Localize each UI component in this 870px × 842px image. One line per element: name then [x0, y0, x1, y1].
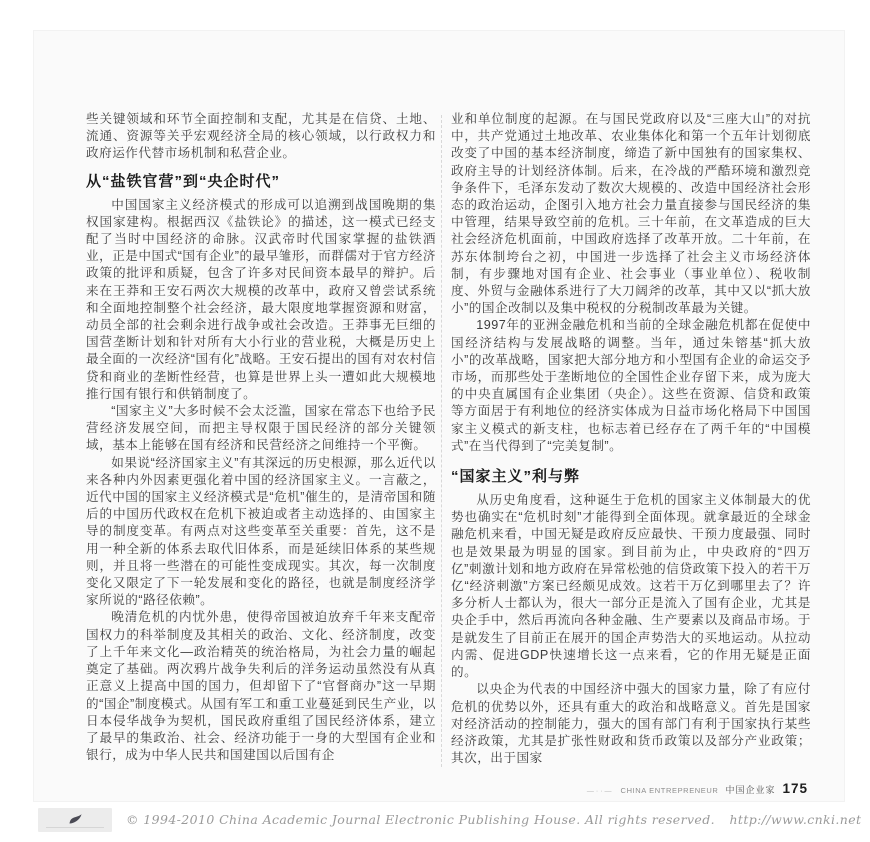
copyright-footer — [38, 808, 861, 832]
left-column — [86, 111, 436, 764]
paragraph: 中国国家主义经济模式的形成可以追溯到战国晚期的集权国家建构。根据西汉《盐铁论》的描述，这一模式已经支配了当时中国经济的命脉。汉武帝时代国家掌握的盐铁酒业，正是中国式“国有企业”的最早雏形，而群儒对于官方经济政策的批评和质疑，包含了许多对民间资本最早的辩护。后来在王莽和王安石两次大规模的改革中，政府又曾尝试系统和全面地控制整个社会经济，最大限度地掌握资源和财富，动员全部的社会剩余进行战争或社会改造。王莽事无巨细的国营垄断计划和针对所有大小行业的营业税，大概是历史上最全面的一次经济“国有化”战略。王安石提出的国有对农村信贷和商业的垄断性经营，也算是世界上头一遭如此大规模地推行国有银行和供销制度了。 — [86, 197, 436, 401]
column-divider — [441, 115, 442, 767]
paragraph: “国家主义”大多时候不会太泛滥，国家在常态下也给予民营经济发展空间，而把主导权限于国民经济的部分关键领域，基本上能够在国有经济和民营经济之间维持一个平衡。 — [86, 404, 436, 453]
paragraph-continued: 些关键领域和环节全面控制和支配，尤其是在信贷、土地、流通、资源等关乎宏观经济全局的核心领域，以行政权力和政府运作代替市场机制和私营企业。 — [86, 112, 436, 161]
copyright-notice: © 1994-2010 China Academic Journal Electronic Publishing House. All rights reserved. — [126, 812, 716, 827]
cnki-logo — [38, 808, 112, 832]
page-number: 175 — [782, 781, 808, 796]
cnki-url: http://www.cnki.net — [729, 812, 862, 827]
footer-marks: —··— — [586, 788, 614, 795]
section-heading-yantie: 从“盐铁官营”到“央企时代” — [86, 172, 281, 190]
journal-footer — [587, 781, 808, 796]
cnki-logo-underline — [46, 827, 104, 828]
paragraph-continued: 业和单位制度的起源。在与国民党政府以及“三座大山”的对抗中，共产党通过土地改革、农业集体化和第一个五年计划彻底改变了中国的基本经济制度，缔造了新中国独有的国家集权、政府主导的计划经济体制。后来，在冷战的严酷环境和激烈竞争条件下，毛泽东发动了数次大规模的、改造中国经济社会形态的政治运动，企图引入地方社会力量直接参与国民经济的集中管理，结果导致空前的危机。三十年前，在文革造成的巨大社会经济危机面前，中国政府选择了改革开放。二十年前，在苏东体制垮台之初，中国进一步选择了社会主义市场经济体制，有步骤地对国有企业、社会事业（事业单位）、税收制度、外贸与金融体系进行了大刀阔斧的改革，其中又以“抓大放小”的国企改制以及集中税权的分税制改革最为关键。 — [451, 112, 811, 316]
journal-name-en: CHINA ENTREPRENEUR — [620, 786, 719, 795]
paragraph: 晚清危机的内忧外患，使得帝国被迫放弃千年来支配帝国权力的科举制度及其相关的政治、文化、经济制度，改变了上千年来文化—政治精英的统治格局，为社会力量的崛起奠定了基础。两次鸦片战争失利后的洋务运动虽然没有从真正意义上提高中国的国力，但却留下了“官督商办”这一早期的“国企”制度模式。从国有军工和重工业蔓延到民生产业，以日本侵华战争为契机，国民政府重组了国民经济体系，建立了最早的集政治、社会、经济功能于一身的大型国有企业和银行，成为中华人民共和国建国以后国有企 — [86, 610, 436, 763]
paragraph: 从历史角度看，这种诞生于危机的国家主义体制最大的优势也确实在“危机时刻”才能得到全面体现。就拿最近的全球金融危机来看，中国无疑是政府反应最快、干预力度最强、同时也是效果最为明显的国家。到目前为止，中央政府的“四万亿”刺激计划和地方政府在异常松弛的信贷政策下投入的若干万亿“经济刺激”方案已经颇见成效。这若干万亿到哪里去了？许多分析人士都认为，很大一部分正是流入了国有企业，尤其是央企手中，然后再流向各种金融、生产要素以及商品市场。于是就发生了目前正在展开的国企声势浩大的买地运动。从拉动内需、促进GDP快速增长这一点来看，它的作用无疑是正面的。 — [451, 493, 811, 680]
paragraph: 如果说“经济国家主义”有其深远的历史根源，那么近代以来各种内外因素更强化着中国的经济国家主义。一言蔽之，近代中国的国家主义经济模式是“危机”催生的，是清帝国和随后的中国历代政权在危机下被迫或者主动选择的、由国家主导的制度变革。有两点对这些变革至关重要：首先，这不是用一种全新的体系去取代旧体系，而是延续旧体系的某些规则，并且将一些潜在的可能性变成现实。其次，每一次制度变化又限定了下一轮发展和变化的路径，也就是制度经济学家所说的“路径依赖”。 — [86, 455, 436, 608]
right-column — [451, 111, 811, 767]
cnki-swoosh-icon — [67, 813, 84, 825]
paragraph: 以央企为代表的中国经济中强大的国家力量，除了有应付危机的优势以外，还具有重大的政治和战略意义。首先是国家对经济活动的控制能力，强大的国有部门有利于国家执行某些经济政策，尤其是扩张性财政和货币政策以及部分产业政策；其次，出于国家 — [451, 682, 811, 766]
journal-name-cn: 中国企业家 — [725, 785, 776, 795]
paragraph: 1997年的亚洲金融危机和当前的全球金融危机都在促使中国经济结构与发展战略的调整。当年，通过朱镕基“抓大放小”的改革战略，国家把大部分地方和小型国有企业的命运交予市场，而那些处于垄断地位的全国性企业存留下来，成为庞大的中央直属国有企业集团（央企）。这些在资源、信贷和政策等方面居于有利地位的经济实体成为日益市场化格局下中国国家主义模式的新支柱，也标志着已经存在了两千年的“中国模式”在当代得到了“完美复制”。 — [451, 318, 811, 453]
scanned-page — [33, 30, 845, 802]
section-heading-statism: “国家主义”利与弊 — [451, 468, 581, 486]
